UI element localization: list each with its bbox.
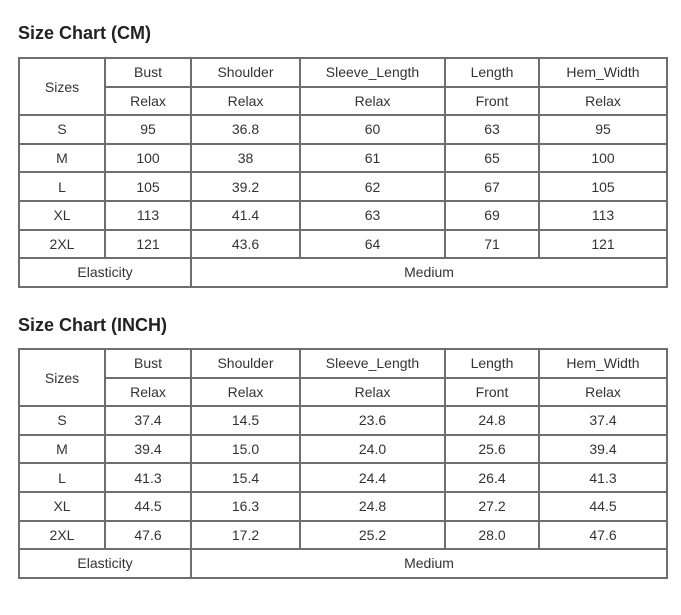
table-cell: 95 (539, 115, 667, 144)
table-cell: 41.3 (539, 463, 667, 492)
elasticity-label: Elasticity (19, 258, 191, 287)
size-cell: 2XL (19, 230, 105, 259)
table-row (19, 492, 667, 521)
column-header-bust: Bust (105, 58, 191, 87)
fit-cell: Relax (539, 378, 667, 407)
table-cell: 41.3 (105, 463, 191, 492)
elasticity-row (19, 258, 667, 287)
table-cell: 47.6 (105, 521, 191, 550)
table-cell: 24.0 (300, 435, 445, 464)
column-header-hem-width: Hem_Width (539, 58, 667, 87)
table-cell: 24.4 (300, 463, 445, 492)
table-cell: 36.8 (191, 115, 300, 144)
table-cell: 41.4 (191, 201, 300, 230)
table-cell: 121 (539, 230, 667, 259)
size-cell: L (19, 172, 105, 201)
table-cell: 44.5 (539, 492, 667, 521)
table-row (19, 406, 667, 435)
table-row (19, 201, 667, 230)
table-cell: 25.2 (300, 521, 445, 550)
size-cell: M (19, 144, 105, 173)
elasticity-row (19, 549, 667, 578)
fit-cell: Relax (191, 87, 300, 116)
column-header-sleeve-length: Sleeve_Length (300, 58, 445, 87)
column-header-shoulder: Shoulder (191, 58, 300, 87)
table-cell: 67 (445, 172, 539, 201)
table-cell: 24.8 (300, 492, 445, 521)
table-cell: 43.6 (191, 230, 300, 259)
fit-cell: Relax (105, 87, 191, 116)
size-cell: M (19, 435, 105, 464)
column-header-hem-width: Hem_Width (539, 349, 667, 378)
table-cell: 62 (300, 172, 445, 201)
table-cell: 100 (105, 144, 191, 173)
size-cell: S (19, 115, 105, 144)
column-header-sleeve-length: Sleeve_Length (300, 349, 445, 378)
table-cell: 60 (300, 115, 445, 144)
table-cell: 113 (539, 201, 667, 230)
table-cell: 27.2 (445, 492, 539, 521)
table-header-row (19, 349, 667, 378)
table-cell: 16.3 (191, 492, 300, 521)
table-row (19, 144, 667, 173)
size-chart-inch-table (18, 348, 668, 579)
table-header-row (19, 58, 667, 87)
table-cell: 63 (445, 115, 539, 144)
table-cell: 113 (105, 201, 191, 230)
table-cell: 61 (300, 144, 445, 173)
table-cell: 95 (105, 115, 191, 144)
column-header-length: Length (445, 58, 539, 87)
elasticity-label: Elasticity (19, 549, 191, 578)
table-fit-row (19, 378, 667, 407)
table-cell: 37.4 (539, 406, 667, 435)
fit-cell: Front (445, 378, 539, 407)
table-cell: 100 (539, 144, 667, 173)
size-cell: L (19, 463, 105, 492)
table-cell: 121 (105, 230, 191, 259)
table-row (19, 521, 667, 550)
table-cell: 28.0 (445, 521, 539, 550)
table-cell: 65 (445, 144, 539, 173)
size-cell: S (19, 406, 105, 435)
table-cell: 38 (191, 144, 300, 173)
fit-cell: Relax (300, 378, 445, 407)
table-row (19, 435, 667, 464)
table-row (19, 115, 667, 144)
table-cell: 44.5 (105, 492, 191, 521)
table-cell: 39.4 (539, 435, 667, 464)
table-cell: 14.5 (191, 406, 300, 435)
table-cell: 64 (300, 230, 445, 259)
table-cell: 24.8 (445, 406, 539, 435)
table-cell: 71 (445, 230, 539, 259)
table-cell: 17.2 (191, 521, 300, 550)
elasticity-value: Medium (191, 258, 667, 287)
table-cell: 37.4 (105, 406, 191, 435)
table-cell: 39.4 (105, 435, 191, 464)
fit-cell: Relax (191, 378, 300, 407)
size-chart-cm-title: Size Chart (CM) (18, 23, 152, 43)
fit-cell: Front (445, 87, 539, 116)
table-cell: 23.6 (300, 406, 445, 435)
table-cell: 69 (445, 201, 539, 230)
column-header-length: Length (445, 349, 539, 378)
table-row (19, 172, 667, 201)
table-cell: 105 (105, 172, 191, 201)
fit-cell: Relax (539, 87, 667, 116)
table-cell: 25.6 (445, 435, 539, 464)
fit-cell: Relax (105, 378, 191, 407)
sizes-header: Sizes (19, 349, 105, 406)
table-row (19, 230, 667, 259)
fit-cell: Relax (300, 87, 445, 116)
column-header-shoulder: Shoulder (191, 349, 300, 378)
table-cell: 47.6 (539, 521, 667, 550)
size-chart-cm-table (18, 57, 668, 288)
size-chart-inch-title: Size Chart (INCH) (18, 315, 168, 335)
table-cell: 15.0 (191, 435, 300, 464)
elasticity-value: Medium (191, 549, 667, 578)
table-cell: 63 (300, 201, 445, 230)
column-header-bust: Bust (105, 349, 191, 378)
table-fit-row (19, 87, 667, 116)
size-cell: XL (19, 201, 105, 230)
table-cell: 15.4 (191, 463, 300, 492)
size-cell: XL (19, 492, 105, 521)
table-cell: 39.2 (191, 172, 300, 201)
table-cell: 105 (539, 172, 667, 201)
table-row (19, 463, 667, 492)
table-cell: 26.4 (445, 463, 539, 492)
size-cell: 2XL (19, 521, 105, 550)
sizes-header: Sizes (19, 58, 105, 115)
